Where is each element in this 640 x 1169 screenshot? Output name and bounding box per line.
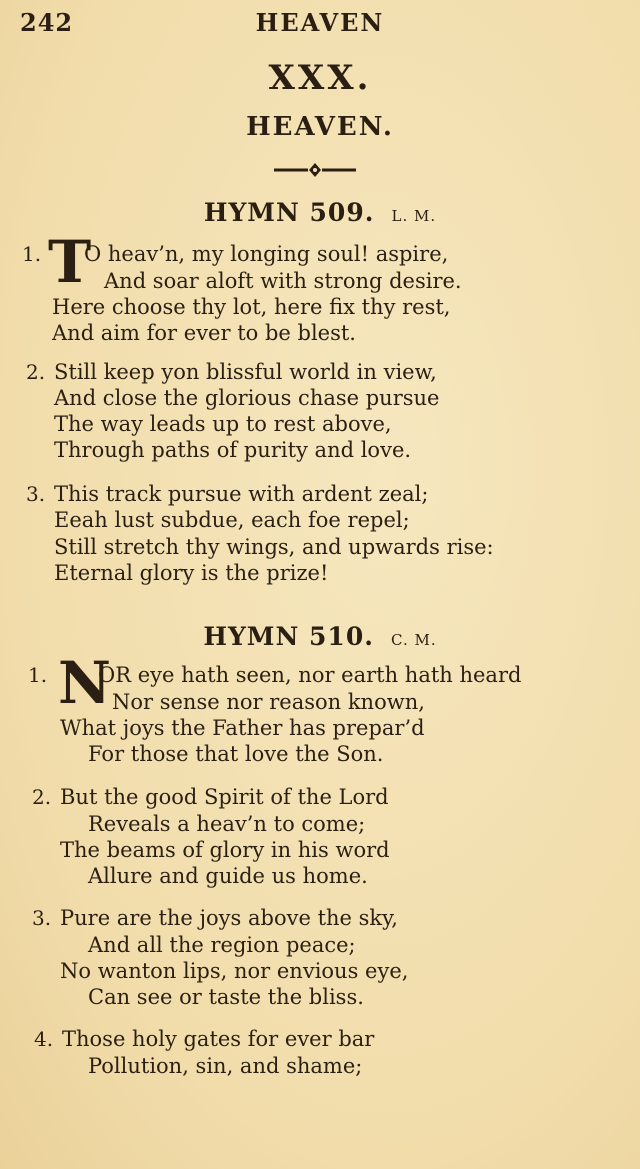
hymn-line: Here choose thy lot, here fix thy rest,: [52, 295, 451, 319]
hymn-title: HYMN 509.: [203, 198, 375, 227]
hymn-line: And all the region peace;: [88, 933, 356, 957]
section-title: HEAVEN.: [246, 112, 394, 142]
hymn-line: Can see or taste the bliss.: [88, 985, 364, 1009]
hymn-line: And soar aloft with strong desire.: [104, 269, 462, 293]
verse-number: 3.: [32, 906, 52, 930]
hymn-line: O heav’n, my longing soul! aspire,: [84, 242, 449, 266]
hymn-line: Pollution, sin, and shame;: [88, 1054, 363, 1078]
verse-number: 3.: [26, 482, 46, 506]
drop-cap: N: [58, 649, 112, 717]
running-title: HEAVEN: [255, 8, 385, 37]
hymn-meter: L. M.: [391, 207, 437, 225]
hymn-line: And close the glorious chase pursue: [54, 386, 440, 410]
verse-number: 4.: [34, 1027, 54, 1051]
hymn-line: Through paths of purity and love.: [54, 438, 412, 462]
hymn-line: Those holy gates for ever bar: [62, 1027, 375, 1051]
hymn-line: And aim for ever to be blest.: [52, 321, 356, 345]
hymn-title: HYMN 510.: [203, 622, 374, 651]
section-number: XXX.: [268, 58, 372, 98]
hymn-line: Reveals a heav’n to come;: [88, 812, 366, 836]
hymn-line: The beams of glory in his word: [60, 838, 390, 862]
hymn-line: The way leads up to rest above,: [54, 412, 392, 436]
running-head: [0, 8, 640, 38]
hymn-line: Still stretch thy wings, and upwards rise:: [54, 535, 494, 559]
verse-number: 2.: [26, 360, 46, 384]
hymn-line: No wanton lips, nor envious eye,: [60, 959, 409, 983]
hymn-line: OR eye hath seen, nor earth hath heard: [98, 663, 522, 687]
hymn-line: But the good Spirit of the Lord: [60, 785, 389, 809]
hymn-line: What joys the Father has prepar’d: [60, 716, 425, 740]
hymn-heading: [0, 622, 640, 651]
verse-number: 2.: [32, 785, 52, 809]
verse-number: 1.: [22, 242, 42, 266]
hymn-line: Pure are the joys above the sky,: [60, 906, 398, 930]
decorative-rule-ornament-icon: [270, 161, 360, 179]
verse-number: 1.: [28, 663, 48, 687]
drop-cap: T: [48, 228, 92, 296]
hymn-line: This track pursue with ardent zeal;: [54, 482, 429, 506]
hymn-line: Still keep yon blissful world in view,: [54, 360, 437, 384]
page-number: 242: [20, 8, 74, 37]
hymn-line: Eeah lust subdue, each foe repel;: [54, 508, 410, 532]
hymn-meter: C. M.: [391, 631, 437, 649]
hymn-heading: [0, 198, 640, 227]
hymn-line: For those that love the Son.: [88, 742, 384, 766]
hymn-line: Nor sense nor reason known,: [112, 690, 425, 714]
hymn-line: Allure and guide us home.: [88, 864, 368, 888]
hymn-line: Eternal glory is the prize!: [54, 561, 329, 585]
